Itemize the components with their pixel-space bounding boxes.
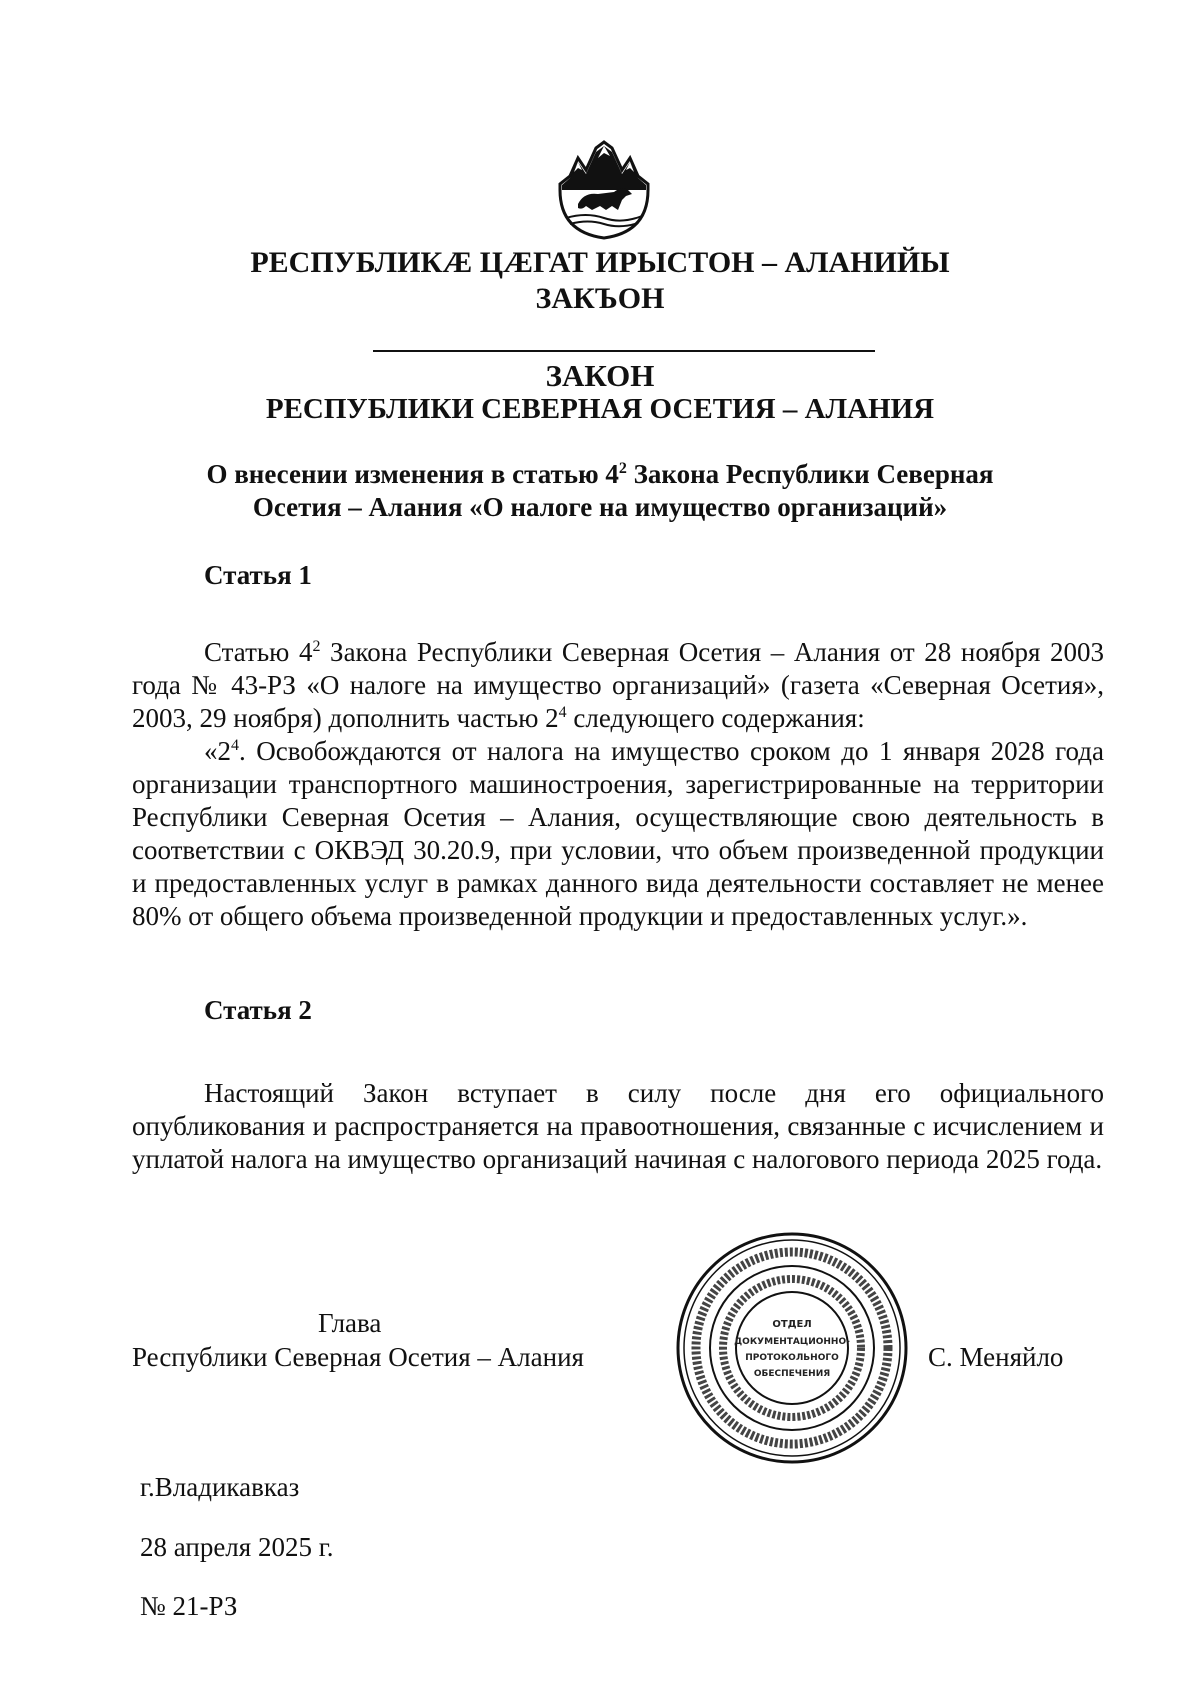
article1-p2-text-b: . Освобождаются от налога на имущество сроком до 1 января 2028 года организации транспортного машиностроения, зарегистрированные на территории Республики Северная Осетия – Алания, осуществляющие свою деятельность в соответствии с ОКВЭД 30.20.9, при условии, что объем произведенной продукции и предоставленных услуг в рамках данного вида деятельности составляет не менее 80% от общего объема произведенной продукции и предоставленных услуг.». bbox=[132, 736, 1104, 931]
signatory-organization: Республики Северная Осетия – Алания bbox=[132, 1342, 584, 1372]
article1-body bbox=[132, 636, 1104, 933]
article2-body bbox=[132, 1077, 1104, 1176]
ossetian-header-line2: ЗАКЪОН bbox=[535, 282, 665, 315]
law-title-part1: О внесении изменения в статью 4 bbox=[206, 459, 619, 489]
stamp-center-line1: ОТДЕЛ bbox=[772, 1319, 812, 1330]
article1-heading: Статья 1 bbox=[204, 560, 312, 590]
coat-of-arms-emblem bbox=[556, 140, 652, 240]
article1-p2-superscript: 4 bbox=[231, 737, 239, 754]
official-seal-stamp bbox=[672, 1228, 912, 1468]
article2-paragraph: Настоящий Закон вступает в силу после дня его официального опубликования и распространяется на правоотношения, связанные с исчислением и уплатой налога на имущество организаций начиная с налогового периода 2025 года. bbox=[132, 1078, 1104, 1174]
article1-p1-text-c: следующего содержания: bbox=[566, 703, 865, 733]
law-number: № 21-РЗ bbox=[140, 1591, 238, 1621]
article1-p1-text-b: Закона Республики Северная Осетия – Алания от 28 ноября 2003 года № 43-РЗ «О налоге на имущество организаций» (газета «Северная Осетия», 2003, 29 ноября) дополнить частью 2 bbox=[132, 637, 1104, 733]
signatory-title: Глава bbox=[318, 1308, 382, 1338]
signatory-name: С. Меняйло bbox=[928, 1342, 1064, 1372]
article1-p1-text-a: Статью 4 bbox=[204, 637, 313, 667]
law-title bbox=[0, 458, 1200, 524]
article1-p1-superscript1: 2 bbox=[312, 638, 321, 655]
signing-date: 28 апреля 2025 г. bbox=[140, 1532, 334, 1562]
article1-p2-text-a: «2 bbox=[204, 736, 231, 766]
header-divider bbox=[373, 350, 875, 352]
stamp-center-line4: ОБЕСПЕЧЕНИЯ bbox=[753, 1369, 831, 1379]
law-title-line2: Осетия – Алания «О налоге на имущество организаций» bbox=[252, 492, 948, 522]
law-title-part2: Закона Республики Северная bbox=[626, 459, 994, 489]
law-title-line1 bbox=[0, 458, 1200, 491]
law-title-superscript: 2 bbox=[618, 460, 627, 477]
russian-header-line2: РЕСПУБЛИКИ СЕВЕРНАЯ ОСЕТИЯ – АЛАНИЯ bbox=[265, 393, 935, 425]
article2-heading: Статья 2 bbox=[204, 995, 312, 1025]
signing-place: г.Владикавказ bbox=[140, 1472, 300, 1502]
article1-paragraph2 bbox=[132, 735, 1104, 933]
article1-paragraph1 bbox=[132, 636, 1104, 735]
stamp-center-line2: ДОКУМЕНТАЦИОННО- bbox=[734, 1337, 850, 1347]
ossetian-header-line1: РЕСПУБЛИКÆ ЦÆГАТ ИРЫСТОН – АЛАНИЙЫ bbox=[250, 246, 950, 279]
article1-p1-superscript2: 4 bbox=[558, 704, 567, 721]
russian-header-line1: ЗАКОН bbox=[545, 358, 655, 393]
stamp-center-line3: ПРОТОКОЛЬНОГО bbox=[745, 1353, 839, 1363]
